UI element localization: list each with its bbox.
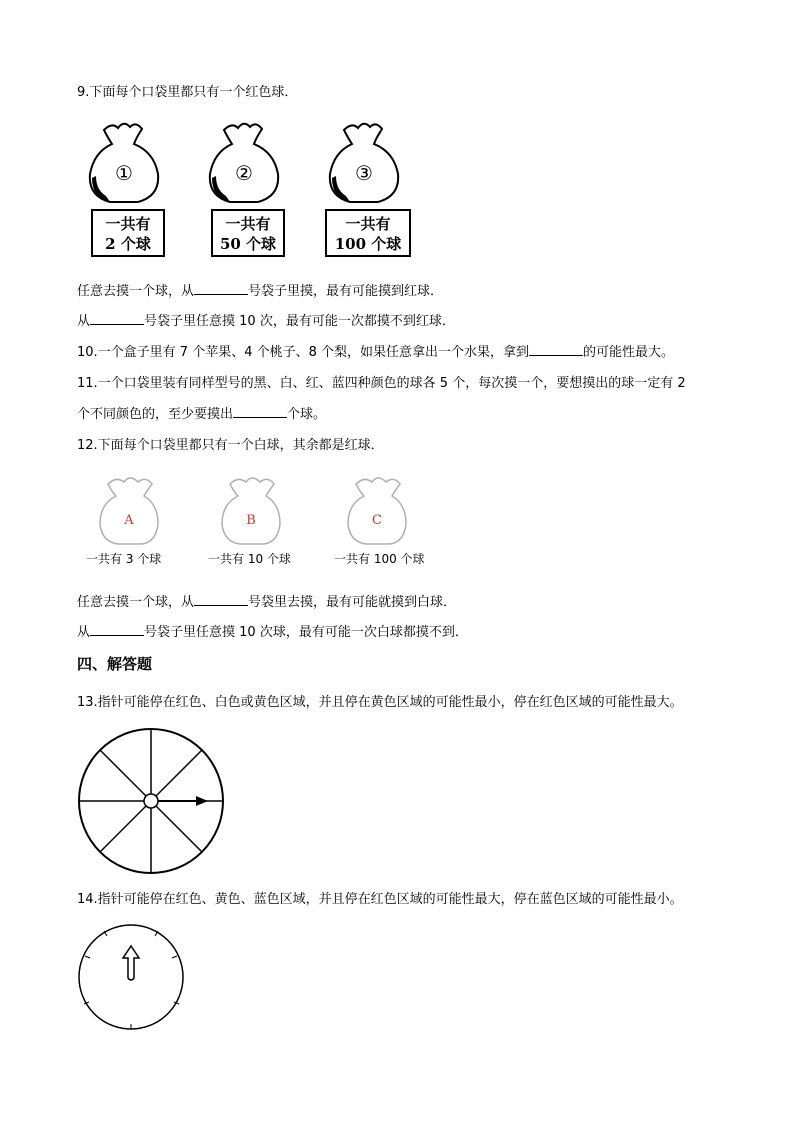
q13-text: 13.指针可能停在红色、白色或黄色区域，并且停在黄色区域的可能性最小，停在红色区域的可能性最大。 (77, 695, 683, 710)
q12-s1-prefix: 任意去摸一个球，从 (77, 595, 195, 610)
q10-suffix: 的可能性最大。 (583, 345, 675, 360)
q11-line-2 (77, 405, 326, 424)
bag-3-label-line1: 一共有 (345, 215, 391, 233)
q14-text: 14.指针可能停在红色、黄色、蓝色区域，并且停在红色区域的可能性最大，停在蓝色区域的可能性最小。 (77, 892, 683, 907)
q12-s2-suffix: 号袋子里任意摸 10 次球，最有可能一次白球都摸不到． (144, 625, 468, 640)
q9-s2-suffix: 号袋子里任意摸 10 次，最有可能一次都摸不到红球． (144, 314, 455, 329)
q11-line-1: 11.一个口袋里装有同样型号的黑、白、红、蓝四种颜色的球各 5 个，每次摸一个，要想摸出的球一定有 2 (77, 376, 686, 391)
q10 (77, 343, 674, 362)
q12-s2-blank[interactable] (90, 623, 144, 636)
bag-b (222, 478, 280, 544)
q12-s2-prefix: 从 (77, 625, 91, 640)
q12-title: 12.下面每个口袋里都只有一个白球，其余都是红球． (77, 438, 384, 453)
q12-s1-blank[interactable] (194, 593, 248, 606)
bag-1-mark: ① (115, 161, 133, 185)
q14-spinner (76, 922, 188, 1038)
bag-c-caption: 一共有 100 个球 (334, 552, 425, 566)
q9-s2-blank[interactable] (90, 312, 144, 325)
q13-pivot (144, 794, 158, 808)
bag-a-mark: A (124, 513, 134, 528)
bag-c (348, 478, 406, 544)
q9-sentence-1 (77, 282, 443, 301)
q9-title: 9.下面每个口袋里都只有一个红色球． (77, 85, 298, 100)
q10-prefix: 10.一个盒子里有 7 个苹果、4 个桃子、8 个梨，如果任意拿出一个水果，拿到 (77, 345, 530, 360)
bag-b-caption: 一共有 10 个球 (208, 552, 291, 566)
q11-suffix: 个球。 (287, 407, 327, 422)
bag-3 (326, 124, 410, 256)
bag-2-mark: ② (235, 161, 253, 185)
bag-3-label-line2: 100 个球 (334, 235, 402, 253)
q9-s2-prefix: 从 (77, 314, 91, 329)
bag-2-label-line2: 50 个球 (219, 235, 277, 253)
q9-sentence-2 (77, 312, 455, 331)
q9-s1-blank[interactable] (194, 282, 248, 295)
q9-bags-figure (84, 116, 424, 265)
q11-blank[interactable] (233, 405, 287, 418)
bag-1-label-line1: 一共有 (105, 215, 151, 233)
q12-sentence-2 (77, 623, 468, 642)
q13-spinner (76, 726, 228, 882)
bag-3-mark: ③ (355, 161, 373, 185)
bag-1 (90, 124, 164, 256)
section-heading: 四、解答题 (77, 655, 153, 673)
q9-s1-suffix: 号袋子里摸，最有可能摸到红球． (248, 284, 444, 299)
q12-s1-suffix: 号袋里去摸，最有可能就摸到白球． (248, 595, 457, 610)
bag-a (100, 478, 158, 544)
bag-2 (210, 124, 284, 256)
q9-s1-prefix: 任意去摸一个球，从 (77, 284, 195, 299)
bag-1-label-line2: 2 个球 (105, 235, 151, 253)
bag-a-caption: 一共有 3 个球 (86, 552, 162, 566)
q10-blank[interactable] (529, 343, 583, 356)
bag-2-label-line1: 一共有 (225, 215, 271, 233)
q12-sentence-1 (77, 593, 456, 612)
bag-c-mark: C (372, 513, 382, 528)
q11-prefix: 个不同颜色的，至少要摸出 (77, 407, 234, 422)
bag-b-mark: B (246, 513, 256, 528)
